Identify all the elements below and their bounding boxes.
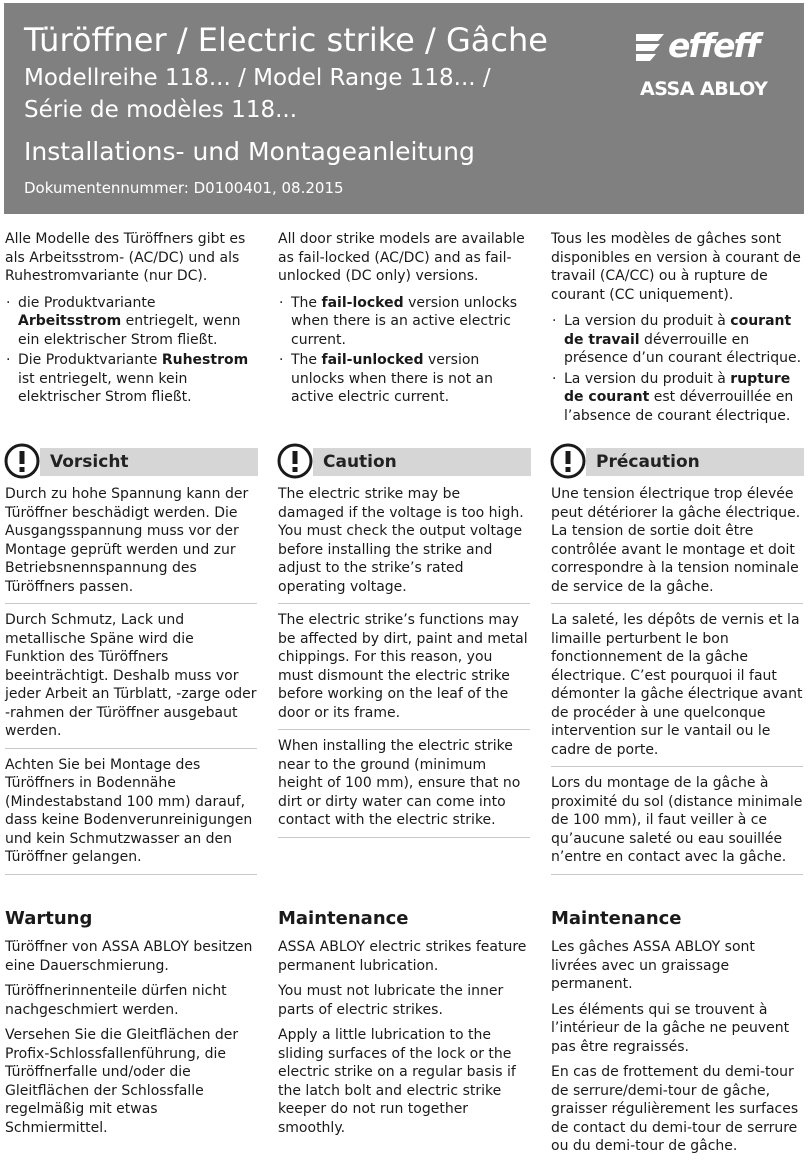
model-range-line-1: Modellreihe 118... / Model Range 118... / xyxy=(24,65,491,91)
warning-icon xyxy=(277,443,313,479)
maintenance-paragraph: ASSA ABLOY electric strikes feature permanent lubrication. xyxy=(278,939,527,974)
effeff-logo xyxy=(636,25,786,109)
maintenance-paragraph: You must not lubricate the inner parts of electric strikes. xyxy=(278,983,504,1018)
caution-text-fr xyxy=(551,485,803,882)
maintenance-paragraph: En cas de frottement du demi-tour de serrure/demi-tour de gâche, graisser régulièrement les surfaces de contact du demi-tour de serrure ou du demi-tour de gâche. xyxy=(551,1064,799,1154)
list-item: · die Produktvariante Arbeitsstrom entriegelt, wenn ein elektrischer Strom fließt. xyxy=(5,294,257,350)
maintenance-text-en xyxy=(278,938,530,1144)
instructions-heading: Installations- und Montageanleitung xyxy=(24,137,475,166)
caution-paragraph: The electric strike’s functions may be affected by dirt, paint and metal chippings. For this reason, you must dismount the electric strike before working on the leaf of the door or its frame. xyxy=(278,611,530,730)
effeff-mark-icon xyxy=(636,30,666,64)
maintenance-paragraph: Türöffnerinnenteile dürfen nicht nachgeschmiert werden. xyxy=(5,983,227,1018)
model-range-line-2: Série de modèles 118... xyxy=(24,97,298,123)
caution-label: Précaution xyxy=(596,452,700,472)
maintenance-paragraph: Apply a little lubrication to the sliding surfaces of the lock or the electric strike on a regular basis if the latch bolt and electric strike keeper do not run together smoothly. xyxy=(278,1027,516,1136)
maintenance-title-fr: Maintenance xyxy=(551,908,682,929)
list-item: · La version du produit à courant de travail déverrouille en présence d’un courant électrique. xyxy=(551,312,803,368)
list-item: · The fail-unlocked version unlocks when there is not an active electric current. xyxy=(278,351,530,407)
caution-paragraph: Durch Schmutz, Lack und metallische Späne wird die Funktion des Türöffners beeinträchtigt. Deshalb muss vor jeder Arbeit an Türblatt, -zarge oder -rahmen der Türöffner ausgebaut werden. xyxy=(5,611,257,749)
logo-brand-text: effeff xyxy=(668,26,759,65)
caution-text-de xyxy=(5,485,257,882)
intro-list xyxy=(278,294,530,407)
caution-header-en xyxy=(277,443,531,479)
caution-paragraph: Achten Sie bei Montage des Türöffners in Bodennähe (Mindestabstand 100 mm) darauf, dass keine Bodenverunreinigungen und kein Schmutzwasser an den Türöffner gelangen. xyxy=(5,756,257,875)
intro-paragraph: Alle Modelle des Türöffners gibt es als Arbeitsstrom- (AC/DC) und als Ruhestromvariante (nur DC). xyxy=(5,231,246,284)
intro-list xyxy=(551,312,803,425)
caution-header-fr xyxy=(550,443,804,479)
maintenance-paragraph: Les gâches ASSA ABLOY sont livrées avec un graissage permanent. xyxy=(551,939,755,992)
intro-column-en xyxy=(278,230,530,415)
warning-icon xyxy=(550,443,586,479)
maintenance-paragraph: Les éléments qui se trouvent à l’intérieur de la gâche ne peuvent pas être regraissés. xyxy=(551,1001,790,1055)
intro-paragraph: Tous les modèles de gâches sont disponibles en version à courant de travail (CA/CC) ou à rupture de courant (CC uniquement). xyxy=(551,231,801,303)
caution-label: Vorsicht xyxy=(50,452,129,472)
intro-column-fr xyxy=(551,230,803,433)
maintenance-paragraph: Türöffner von ASSA ABLOY besitzen eine Dauerschmierung. xyxy=(5,939,253,974)
maintenance-title-de: Wartung xyxy=(5,908,93,929)
warning-icon xyxy=(4,443,40,479)
list-item: · Die Produktvariante Ruhestrom ist entriegelt, wenn kein elektrischer Strom fließt. xyxy=(5,351,257,407)
maintenance-paragraph: Versehen Sie die Gleitflächen der Profix-Schlossfallenführung, die Türöffnerfalle und/oder die Gleitflächen der Schlossfalle regelmäßig mit etwas Schmiermittel. xyxy=(5,1027,239,1136)
maintenance-text-fr xyxy=(551,938,803,1163)
caution-text-en xyxy=(278,485,530,845)
maintenance-text-de xyxy=(5,938,257,1144)
maintenance-title-en: Maintenance xyxy=(278,908,409,929)
document-title: Türöffner / Electric strike / Gâche xyxy=(24,21,548,59)
header-banner xyxy=(4,3,804,214)
caution-label: Caution xyxy=(323,452,397,472)
caution-paragraph: When installing the electric strike near to the ground (minimum height of 100 mm), ensure that no dirt or dirty water can come into contact with the electric strike. xyxy=(278,737,530,838)
document-number: Dokumentennummer: D0100401, 08.2015 xyxy=(24,179,344,197)
logo-assa-abloy-text: ASSA ABLOY xyxy=(640,78,768,100)
caution-paragraph: Lors du montage de la gâche à proximité du sol (distance minimale de 100 mm), il faut veiller à ce qu’aucune saleté ou eau souillée n’entre en contact avec la gâche. xyxy=(551,774,803,875)
caution-paragraph: Durch zu hohe Spannung kann der Türöffner beschädigt werden. Die Ausgangsspannung muss vor der Montage geprüft werden und zur Betriebsnennspannung des Türöffners passen. xyxy=(5,485,257,604)
caution-paragraph: Une tension électrique trop élevée peut détériorer la gâche électrique. La tension de sortie doit être contrôlée avant le montage et doit correspondre à la tension nominale de service de la gâche. xyxy=(551,485,803,604)
intro-list xyxy=(5,294,257,407)
list-item: · La version du produit à rupture de courant est déverrouillée en l’absence de courant électrique. xyxy=(551,370,803,426)
intro-paragraph: All door strike models are available as fail-locked (AC/DC) and as fail-unlocked (DC only) versions. xyxy=(278,231,525,284)
caution-header-de xyxy=(4,443,258,479)
intro-column-de xyxy=(5,230,257,415)
caution-paragraph: La saleté, les dépôts de vernis et la limaille perturbent le bon fonctionnement de la gâche électrique. C’est pourquoi il faut démonter la gâche électrique avant de procéder à une quelconque intervention sur le vantail ou le cadre de porte. xyxy=(551,611,803,767)
list-item: · The fail-locked version unlocks when there is an active electric current. xyxy=(278,294,530,350)
caution-paragraph: The electric strike may be damaged if the voltage is too high. You must check the output voltage before installing the strike and adjust to the strike’s rated operating voltage. xyxy=(278,485,530,604)
